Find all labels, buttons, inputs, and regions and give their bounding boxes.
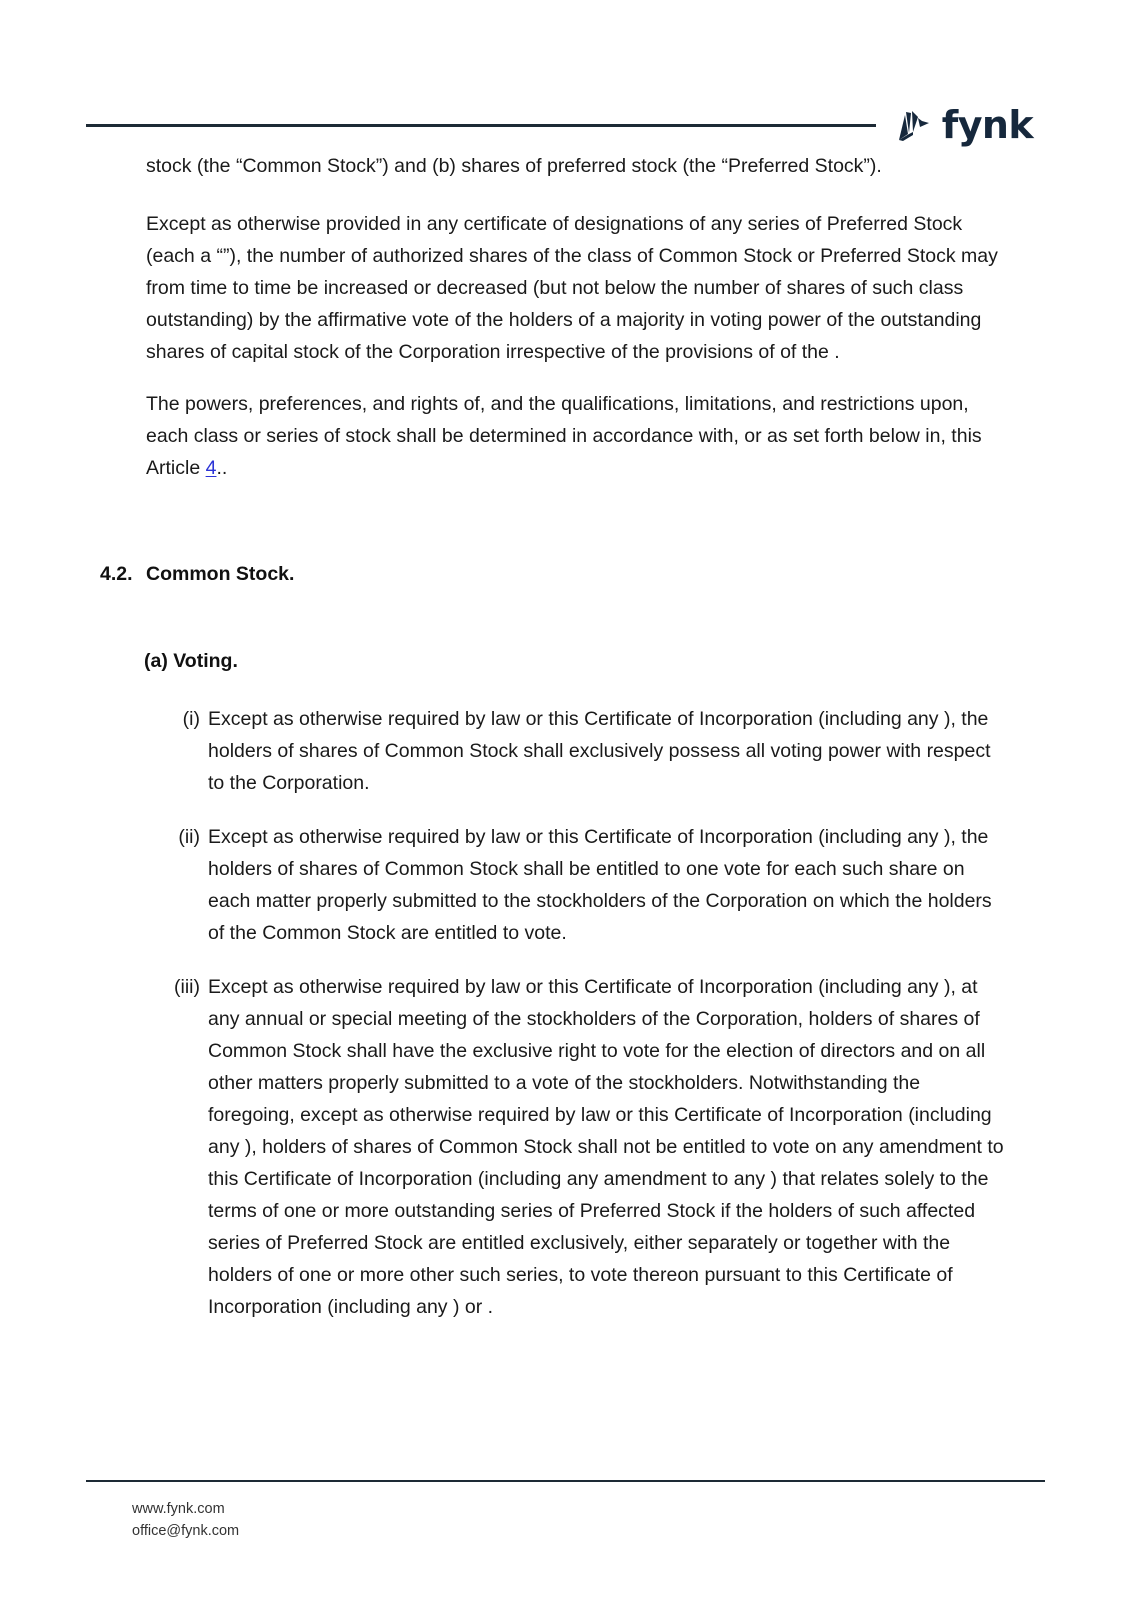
section-number: 4.2.: [100, 563, 133, 585]
list-item-marker: (ii): [178, 826, 200, 848]
list-item-text: Except as otherwise required by law or this Certificate of Incorporation (including any ), the holders of shares of Common Stock shall exclusively possess all voting power with respect to the Corporation.: [208, 708, 991, 794]
paragraph-3: [0, 388, 1131, 484]
list-item: [0, 703, 1009, 799]
paragraph-3-before: The powers, preferences, and rights of, and the qualifications, limitations, and restrictions upon, each class or series of stock shall be determined in accordance with, or as set forth below in, this Article: [146, 393, 982, 479]
footer-email[interactable]: office@fynk.com: [132, 1523, 240, 1539]
list-item-marker: (i): [182, 708, 200, 730]
sub-heading-a-voting: (a) Voting.: [144, 650, 238, 672]
list-item: [0, 971, 1009, 1323]
list-item-text: Except as otherwise required by law or this Certificate of Incorporation (including any ), the holders of shares of Common Stock shall be entitled to one vote for each such share on each matter properly submitted to the stockholders of the Corporation on which the holders of the Common Stock are entitled to vote.: [208, 826, 992, 944]
document-content: [0, 150, 1131, 1345]
footer-website[interactable]: www.fynk.com: [132, 1501, 225, 1517]
brand-logo: [889, 103, 1033, 147]
paragraph-1: stock (the “Common Stock”) and (b) shares of preferred stock (the “Preferred Stock”).: [146, 155, 882, 177]
list-item-marker: (iii): [174, 976, 200, 998]
section-title: Common Stock.: [146, 563, 295, 585]
article-4-link[interactable]: 4: [205, 457, 217, 479]
brand-wordmark: fynk: [941, 103, 1033, 147]
paragraph-2: Except as otherwise provided in any certificate of designations of any series of Preferred Stock (each a “”), the number of authorized shares of the class of Common Stock or Preferred Stock may from time to time be increased or decreased (but not below the number of shares of such class outstanding) by the affirmative vote of the holders of a majority in voting power of the outstanding shares of capital stock of the Corporation irrespective of the provisions of of the .: [146, 213, 998, 363]
origami-bird-icon: [889, 104, 933, 144]
header-divider: [86, 124, 876, 127]
roman-list: [0, 703, 1131, 1323]
list-item: [0, 821, 1009, 949]
page-footer: [86, 1480, 1045, 1542]
footer-contact: [86, 1498, 1045, 1542]
paragraph-3-after: ..: [216, 457, 228, 479]
list-item-text: Except as otherwise required by law or this Certificate of Incorporation (including any ), at any annual or special meeting of the stockholders of the Corporation, holders of shares of Common Stock shall have the exclusive right to vote for the election of directors and on all other matters properly submitted to a vote of the stockholders. Notwithstanding the foregoing, except as otherwise required by law or this Certificate of Incorporation (including any ), holders of shares of Common Stock shall not be entitled to vote on any amendment to this Certificate of Incorporation (including any amendment to any ) that relates solely to the terms of one or more outstanding series of Preferred Stock if the holders of such affected series of Preferred Stock are entitled exclusively, either separately or together with the holders of one or more other such series, to vote thereon pursuant to this Certificate of Incorporation (including any ) or .: [208, 976, 1004, 1318]
footer-divider: [86, 1480, 1045, 1482]
section-heading-4-2: [0, 504, 1131, 590]
